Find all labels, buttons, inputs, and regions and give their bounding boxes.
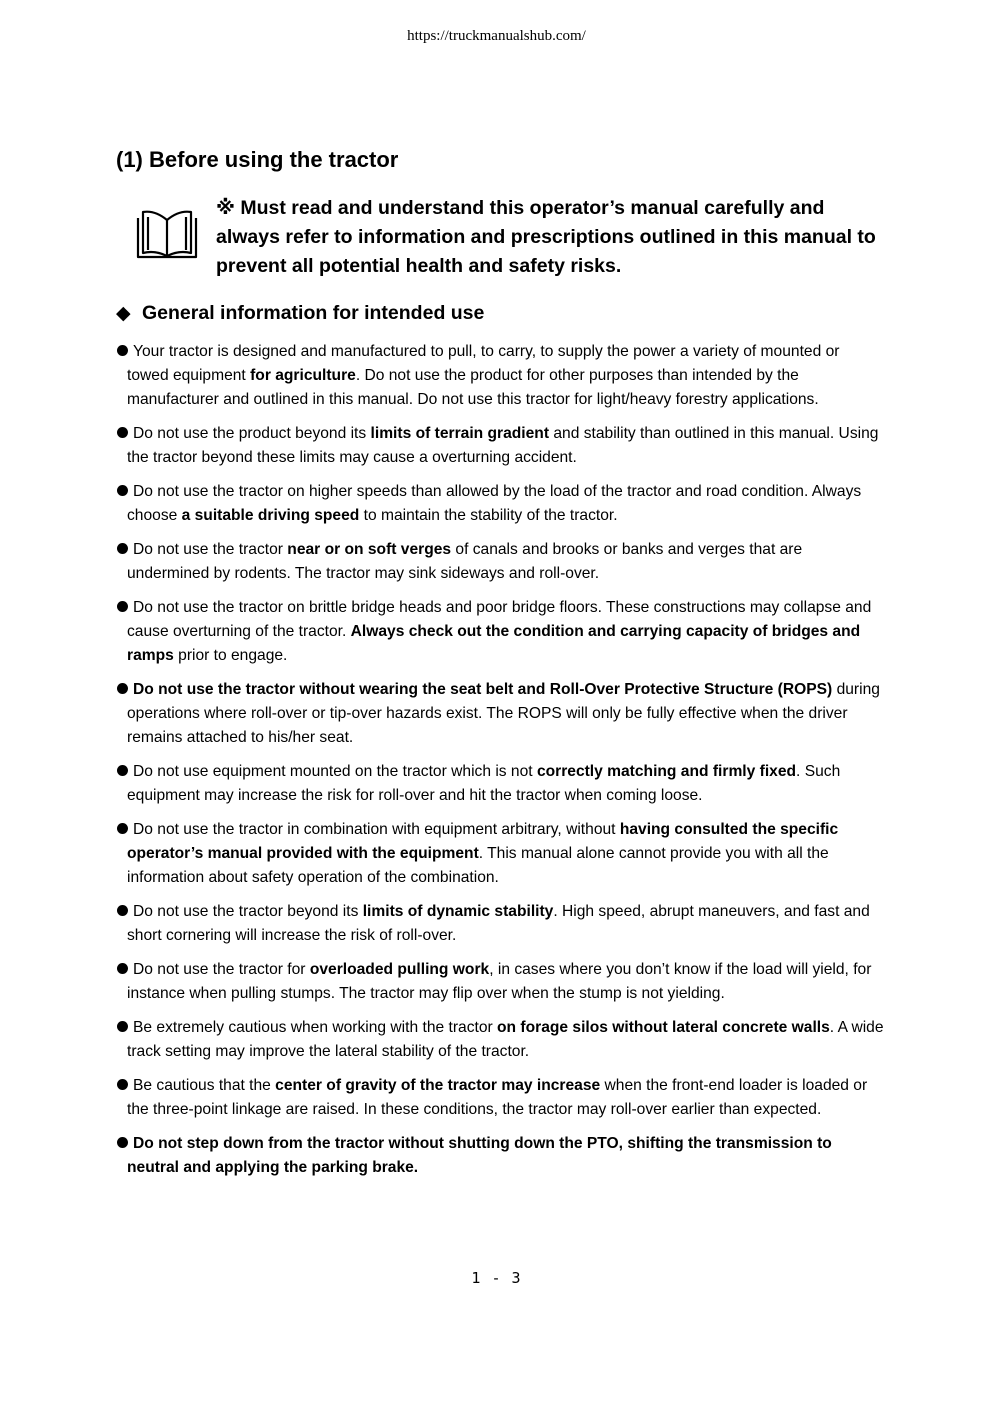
- emphasis-text: a suitable driving speed: [181, 507, 360, 524]
- bullet-dot-icon: [117, 905, 128, 916]
- body-text: , in cases where you don’t know if the load will yield, for instance when pulling stumps. The tractor may flip over when the stump is not yielding.: [127, 961, 872, 1002]
- body-text: Be extremely cautious when working with the tractor: [133, 1019, 498, 1036]
- body-text: . Such equipment may increase the risk for roll-over and hit the tractor when coming loose.: [127, 763, 841, 804]
- emphasis-text: for agriculture: [250, 367, 356, 384]
- body-text: Do not use the tractor on brittle bridge heads and poor bridge floors. These constructions may collapse and cause overturning of the tractor.: [127, 599, 872, 640]
- body-text: . High speed, abrupt maneuvers, and fast and short cornering will increase the risk of roll-over.: [127, 903, 870, 944]
- list-item: [117, 422, 885, 470]
- body-text: when the front-end loader is loaded or the three-point linkage are raised. In these conditions, the tractor may roll-over earlier than expected.: [127, 1077, 868, 1118]
- list-item: [117, 1016, 885, 1064]
- list-item: [117, 1074, 885, 1122]
- list-item: [117, 818, 885, 890]
- body-text: Do not use the tractor: [133, 541, 288, 558]
- diamond-bullet-icon: ◆: [116, 303, 131, 324]
- bullet-dot-icon: [117, 1021, 128, 1032]
- bullet-dot-icon: [117, 823, 128, 834]
- list-item: [117, 678, 885, 750]
- emphasis-text: center of gravity of the tractor may increase: [275, 1077, 601, 1094]
- body-text: Do not use equipment mounted on the tractor which is not: [133, 763, 537, 780]
- body-text: Be cautious that the: [133, 1077, 276, 1094]
- body-text: Do not use the tractor on higher speeds than allowed by the load of the tractor and road condition. Always choose: [127, 483, 862, 524]
- body-text: Do not use the tractor beyond its: [133, 903, 363, 920]
- bullet-dot-icon: [117, 485, 128, 496]
- body-text: . Do not use the product for other purposes than intended by the manufacturer and outlined in this manual. Do not use this tractor for light/heavy forestry applications.: [127, 367, 819, 408]
- list-item: [117, 340, 885, 412]
- emphasis-text: having consulted the specific operator’s manual provided with the equipment: [127, 821, 839, 862]
- emphasis-text: Always check out the condition and carrying capacity of bridges and ramps: [127, 623, 861, 664]
- bullet-dot-icon: [117, 1137, 128, 1148]
- source-url: https://truckmanualshub.com/: [407, 28, 586, 44]
- page-number: 1 - 3: [471, 1269, 522, 1287]
- body-text: Do not use the product beyond its: [133, 425, 371, 442]
- list-item: [117, 958, 885, 1006]
- body-text: Your tractor is designed and manufactured to pull, to carry, to supply the power a variety of mounted or towed equipment: [127, 343, 840, 384]
- emphasis-text: limits of dynamic stability: [362, 903, 554, 920]
- body-text: Do not use the tractor for: [133, 961, 310, 978]
- body-text: prior to engage.: [173, 647, 288, 664]
- bullet-dot-icon: [117, 765, 128, 776]
- emphasis-text: on forage silos without lateral concrete walls: [497, 1019, 830, 1036]
- bullet-dot-icon: [117, 1079, 128, 1090]
- section-title: (1) Before using the tractor: [116, 147, 399, 172]
- body-text: and stability than outlined in this manual. Using the tractor beyond these limits may cause a overturning accident.: [127, 425, 879, 466]
- body-text: Do not use the tractor in combination with equipment arbitrary, without: [133, 821, 620, 838]
- body-text: . This manual alone cannot provide you with all the information about safety operation of the combination.: [127, 845, 829, 886]
- open-book-icon: [134, 208, 200, 260]
- bullet-dot-icon: [117, 683, 128, 694]
- emphasis-text: limits of terrain gradient: [370, 425, 550, 442]
- bullet-dot-icon: [117, 601, 128, 612]
- bullet-dot-icon: [117, 427, 128, 438]
- bullet-dot-icon: [117, 543, 128, 554]
- body-text: of canals and brooks or banks and verges that are undermined by rodents. The tractor may sink sideways and roll-over.: [127, 541, 803, 582]
- emphasis-text: overloaded pulling work: [309, 961, 490, 978]
- list-item: [117, 760, 885, 808]
- subheading-text: General information for intended use: [142, 302, 485, 324]
- bullet-dot-icon: [117, 963, 128, 974]
- list-item: [117, 596, 885, 668]
- body-text: to maintain the stability of the tractor.: [359, 507, 618, 524]
- emphasis-text: correctly matching and firmly fixed: [536, 763, 797, 780]
- body-text: during operations where roll-over or tip-over hazards exist. The ROPS will only be fully effective when the driver remains attached to his/her seat.: [127, 681, 880, 746]
- bullet-dot-icon: [117, 345, 128, 356]
- emphasis-text: Do not step down from the tractor without shutting down the PTO, shifting the transmission to neutral and applying the parking brake.: [127, 1135, 832, 1176]
- emphasis-text: Do not use the tractor without wearing the seat belt and Roll-Over Protective Structure (ROPS): [133, 681, 833, 698]
- list-item: [117, 1132, 885, 1180]
- manual-notice: [134, 194, 894, 281]
- emphasis-text: near or on soft verges: [287, 541, 452, 558]
- list-item: [117, 538, 885, 586]
- notice-text: ※ Must read and understand this operator’s manual carefully and always refer to information and prescriptions outlined in this manual to prevent all potential health and safety risks.: [216, 197, 876, 277]
- body-text: . A wide track setting may improve the lateral stability of the tractor.: [127, 1019, 884, 1060]
- subheading: [116, 302, 484, 325]
- list-item: [117, 900, 885, 948]
- intended-use-list: [117, 340, 885, 1190]
- list-item: [117, 480, 885, 528]
